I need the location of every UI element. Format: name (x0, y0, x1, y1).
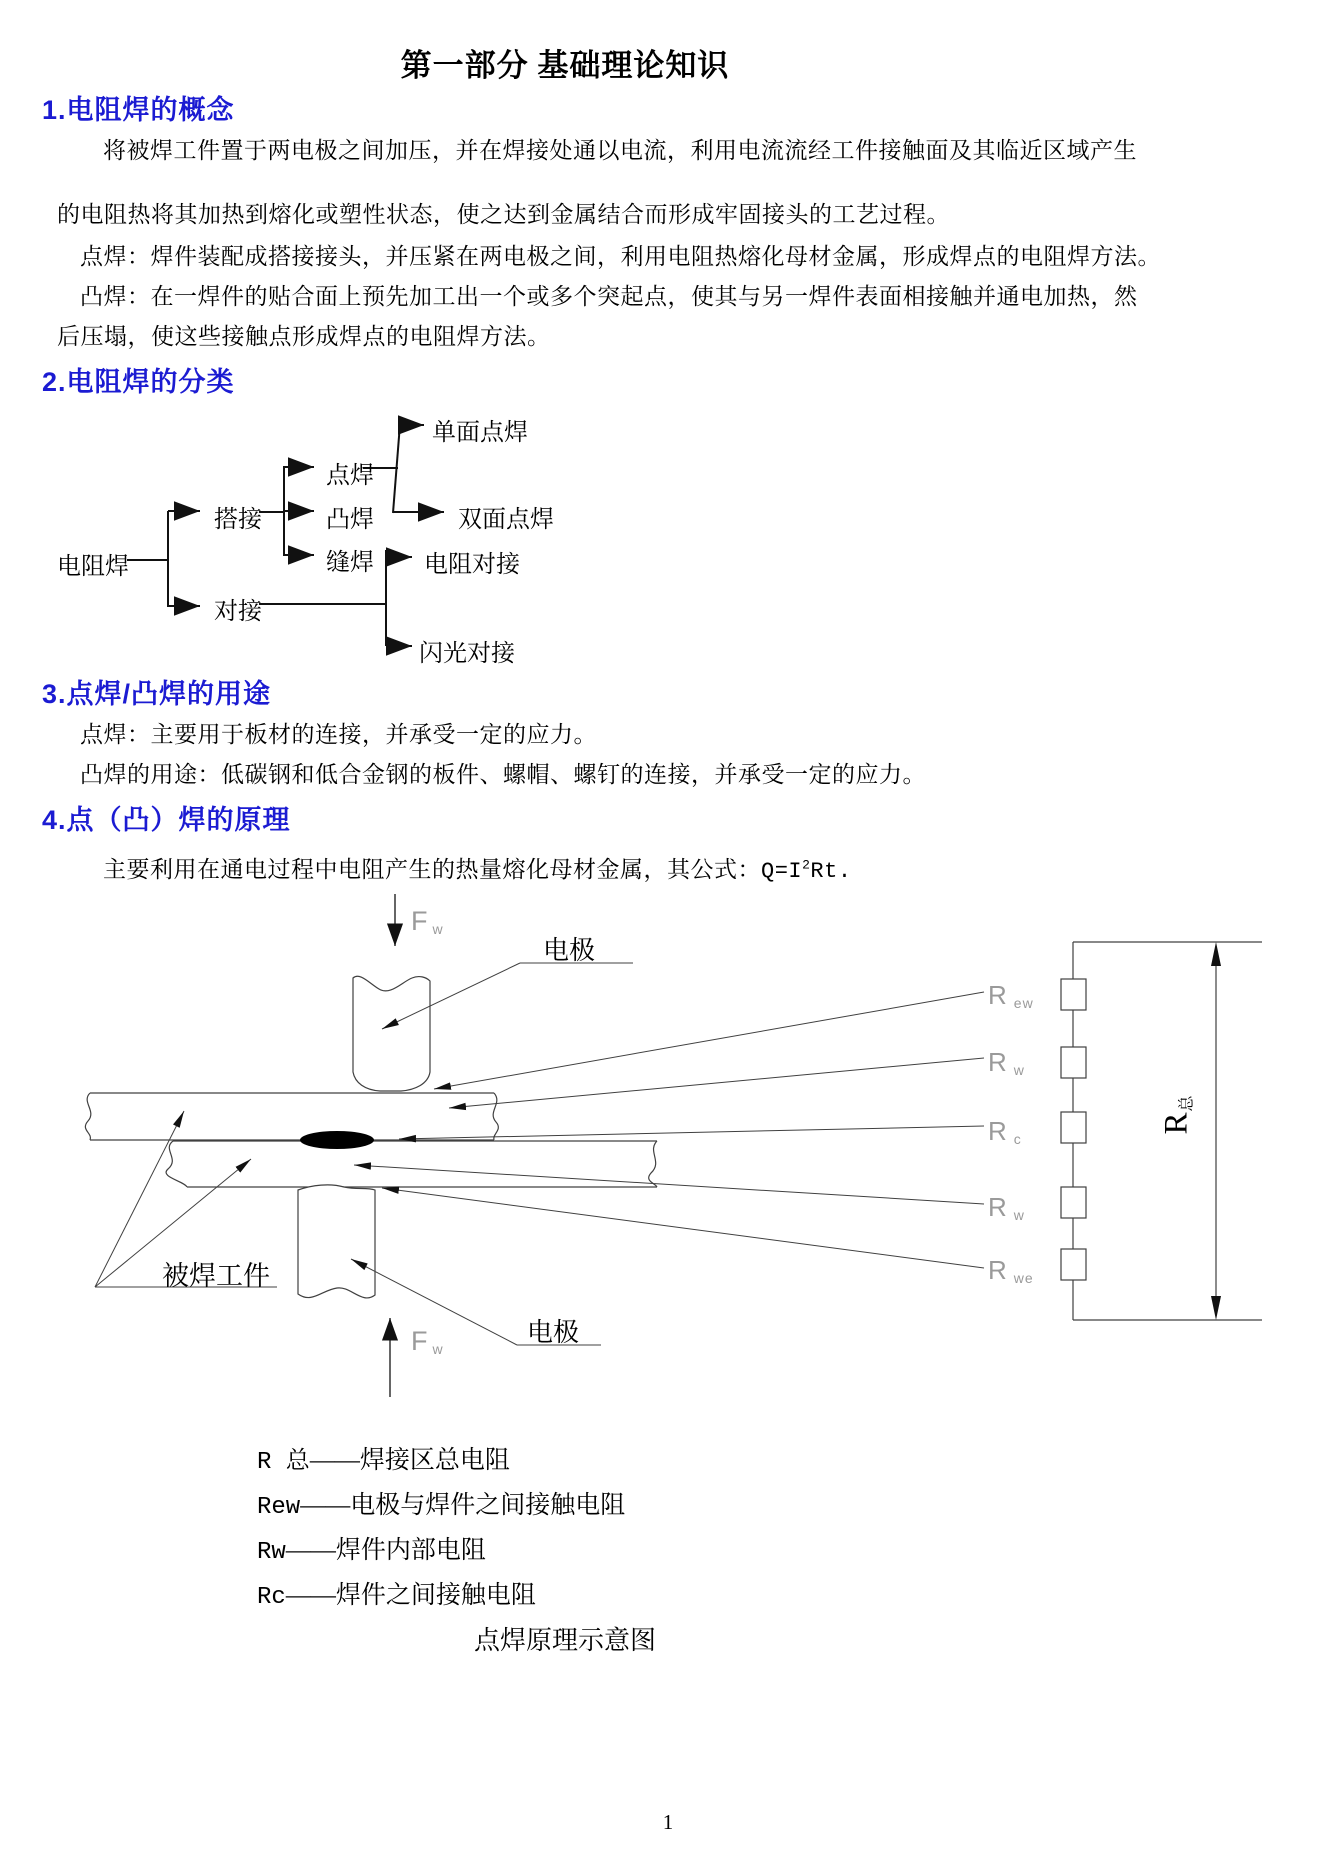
formula-exponent: 2 (802, 857, 811, 873)
section-2-heading: 2.电阻焊的分类 (42, 367, 235, 397)
resistor-label-rc: Rc (988, 1116, 1022, 1147)
section-4-heading: 4.点（凸）焊的原理 (42, 805, 291, 835)
resistor-label-rwe: Rwe (988, 1255, 1034, 1286)
resistor-label-rew: Rew (988, 980, 1034, 1011)
formula-post: Rt. (810, 859, 852, 884)
tree-node-butt: 对接 (214, 599, 262, 625)
workpiece-upper-plate (85, 1093, 498, 1140)
diagram-caption: 点焊原理示意图 (473, 1626, 656, 1655)
electrode-top-shape (353, 976, 430, 1091)
classification-tree (0, 400, 680, 670)
tree-node-seam: 缝焊 (326, 550, 374, 576)
body-line: 点焊：主要用于板材的连接，并承受一定的应力。 (80, 722, 597, 747)
tree-node-resistance-butt: 电阻对接 (424, 552, 520, 578)
body-line: 点焊：焊件装配成搭接接头，并压紧在两电极之间，利用电阻热熔化母材金属，形成焊点的电阻焊方法。 (80, 244, 1161, 269)
resistor-label-rw1: Rw (988, 1047, 1025, 1078)
electrode-bottom-shape (298, 1185, 375, 1298)
tree-node-projection: 凸焊 (326, 507, 374, 533)
legend-line: Rw——焊件内部电阻 (257, 1537, 486, 1566)
formula-line (103, 851, 852, 884)
section-3-heading: 3.点焊/凸焊的用途 (42, 679, 272, 709)
body-line: 将被焊工件置于两电极之间加压，并在焊接处通以电流，利用电流流经工件接触面及其临近区域产生 (103, 138, 1137, 163)
legend-line: Rc——焊件之间接触电阻 (257, 1582, 536, 1611)
total-resistance-dimension (1211, 942, 1221, 1320)
total-resistance-label: R总 (1158, 1095, 1196, 1135)
spot-weld-diagram (0, 888, 1323, 1433)
body-line: 凸焊：在一焊件的贴合面上预先加工出一个或多个突起点，使其与另一焊件表面相接触并通电加热，然 (80, 284, 1138, 309)
tree-lines (0, 400, 680, 670)
tree-connectors (127, 424, 444, 646)
legend-line: Rew——电极与焊件之间接触电阻 (257, 1492, 626, 1521)
diagram-drawing (0, 888, 1323, 1433)
page-number: 1 (662, 1810, 674, 1834)
section-1-heading: 1.电阻焊的概念 (42, 95, 235, 125)
body-line: 的电阻热将其加热到熔化或塑性状态，使之达到金属结合而形成牢固接头的工艺过程。 (57, 202, 950, 227)
weld-nugget (300, 1131, 374, 1149)
resistor-label-rw2: Rw (988, 1192, 1025, 1223)
tree-node-single-spot: 单面点焊 (432, 420, 528, 446)
tree-node-root: 电阻焊 (57, 554, 129, 580)
force-label-top: Fw (411, 906, 443, 937)
resistor-leaders (354, 992, 984, 1268)
formula-text-zh: 主要利用在通电过程中电阻产生的热量熔化母材金属，其公式： (103, 857, 761, 882)
tree-node-spot: 点焊 (326, 463, 374, 489)
tree-node-lap: 搭接 (214, 507, 262, 533)
tree-node-flash-butt: 闪光对接 (419, 641, 515, 667)
diagram-legend (257, 1438, 625, 1618)
body-line: 后压塌，使这些接触点形成焊点的电阻焊方法。 (57, 324, 551, 349)
force-label-bottom: Fw (411, 1326, 443, 1357)
body-line: 凸焊的用途：低碳钢和低合金钢的板件、螺帽、螺钉的连接，并承受一定的应力。 (80, 762, 926, 787)
workpiece-lower-plate (166, 1141, 657, 1187)
electrode-top-label: 电极 (543, 936, 596, 965)
legend-line: R 总——焊接区总电阻 (257, 1447, 510, 1476)
electrode-bottom-label: 电极 (527, 1318, 580, 1347)
tree-node-double-spot: 双面点焊 (458, 507, 554, 533)
formula-pre: Q=I (761, 859, 803, 884)
workpiece-label: 被焊工件 (162, 1261, 270, 1291)
page-title: 第一部分 基础理论知识 (400, 48, 730, 83)
